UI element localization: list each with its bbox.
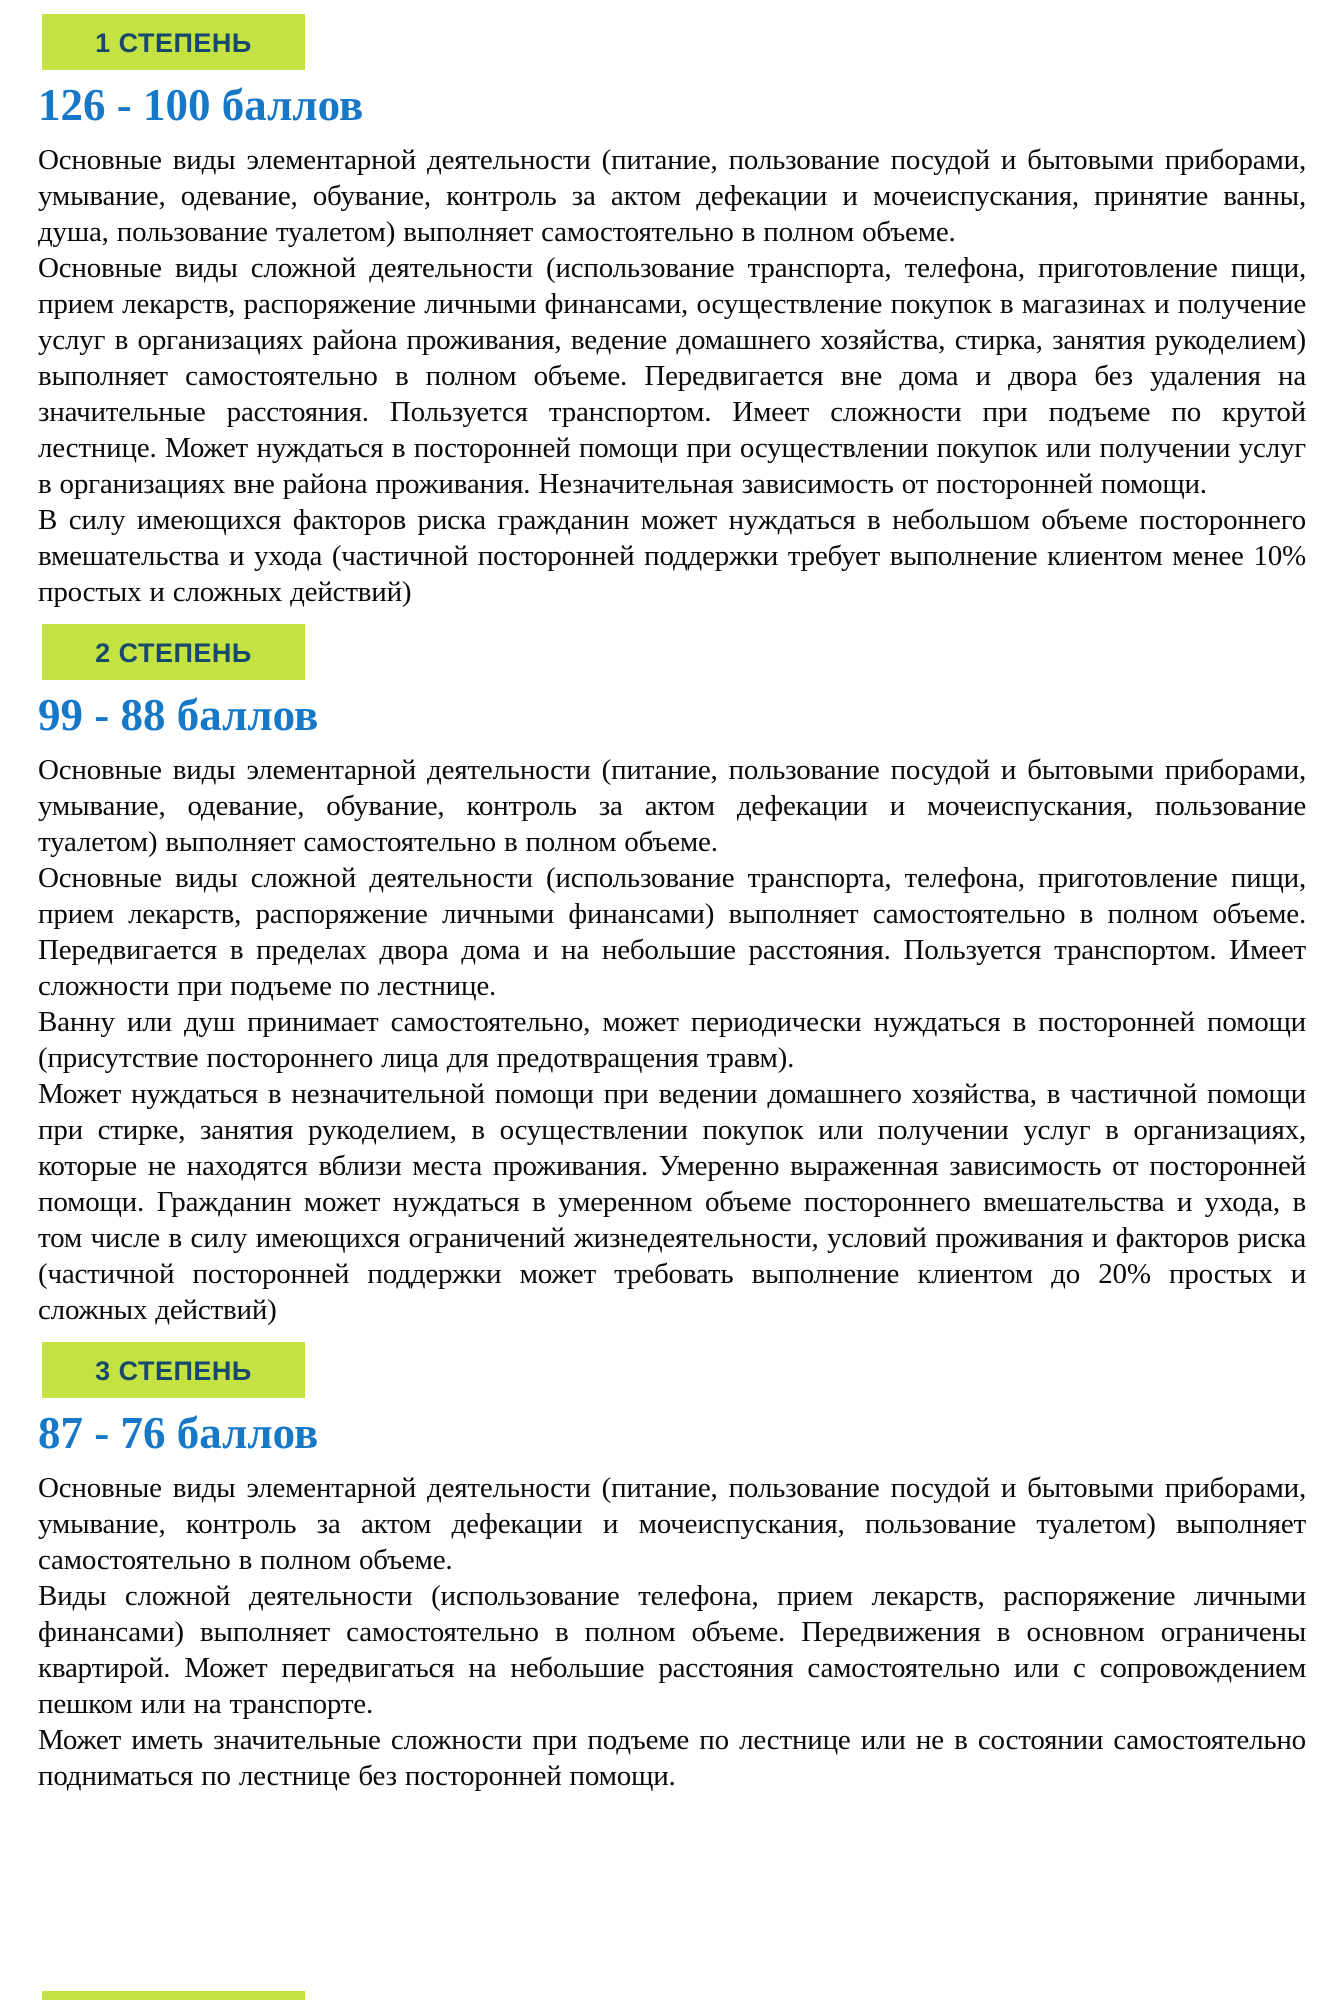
degree-4-badge-partial xyxy=(42,1991,305,2000)
paragraph: Ванну или душ принимает самостоятельно, может периодически нуждаться в посторонней помощи (присутствие постороннего лица для предотвращения травм). xyxy=(38,1006,1306,1074)
degree-3-badge xyxy=(42,1342,305,1398)
degree-2-badge xyxy=(42,624,305,680)
paragraph: Виды сложной деятельности (использование телефона, прием лекарств, распоряжение личными финансами) выполняет самостоятельно в полном объеме. Передвижения в основном ограничены квартирой. Может передвигаться на небольшие расстояния самостоятельно или с сопровождением пешком или на транспорте. xyxy=(38,1580,1306,1720)
paragraph: Основные виды элементарной деятельности (питание, пользование посудой и бытовыми приборами, умывание, контроль за актом дефекации и мочеиспускания, пользование туалетом) выполняет самостоятельно в полном объеме. xyxy=(38,1472,1306,1576)
degree-2-badge-label: 2 СТЕПЕНЬ xyxy=(95,638,252,668)
degree-section-1 xyxy=(38,14,1306,610)
degree-2-score-range-heading: 99 - 88 баллов xyxy=(38,690,319,740)
paragraph: Основные виды сложной деятельности (использование транспорта, телефона, приготовление пищи, прием лекарств, распоряжение личными финансами, осуществление покупок в магазинах и получение услуг в организациях района проживания, ведение домашнего хозяйства, стирка, занятия рукоделием) выполняет самостоятельно в полном объеме. Передвигается вне дома и двора без удаления на значительные расстояния. Пользуется транспортом. Имеет сложности при подъеме по крутой лестнице. Может нуждаться в посторонней помощи при осуществлении покупок или получении услуг в организациях вне района проживания. Незначительная зависимость от посторонней помощи. xyxy=(38,252,1306,500)
degree-1-score-range-heading: 126 - 100 баллов xyxy=(38,80,364,130)
paragraph: Основные виды сложной деятельности (использование транспорта, телефона, приготовление пищи, прием лекарств, распоряжение личными финансами) выполняет самостоятельно в полном объеме. Передвигается в пределах двора дома и на небольшие расстояния. Пользуется транспортом. Имеет сложности при подъеме по лестнице. xyxy=(38,862,1306,1002)
paragraph: В силу имеющихся факторов риска гражданин может нуждаться в небольшом объеме постороннего вмешательства и ухода (частичной посторонней поддержки требует выполнение клиентом менее 10% простых и сложных действий) xyxy=(38,504,1306,608)
paragraph: Может иметь значительные сложности при подъеме по лестнице или не в состоянии самостоятельно подниматься по лестнице без посторонней помощи. xyxy=(38,1724,1306,1792)
degree-3-score-range-heading: 87 - 76 баллов xyxy=(38,1408,319,1458)
paragraph: Может нуждаться в незначительной помощи при ведении домашнего хозяйства, в частичной помощи при стирке, занятия рукоделием, в осуществлении покупок или получении услуг в организациях, которые не находятся вблизи места проживания. Умеренно выраженная зависимость от посторонней помощи. Гражданин может нуждаться в умеренном объеме постороннего вмешательства и ухода, в том числе в силу имеющихся ограничений жизнедеятельности, условий проживания и факторов риска (частичной посторонней поддержки может требовать выполнение клиентом до 20% простых и сложных действий) xyxy=(38,1078,1306,1326)
degree-3-badge-label: 3 СТЕПЕНЬ xyxy=(95,1356,252,1386)
degree-section-3 xyxy=(38,1342,1306,1794)
paragraph: Основные виды элементарной деятельности (питание, пользование посудой и бытовыми приборами, умывание, одевание, обувание, контроль за актом дефекации и мочеиспускания, пользование туалетом) выполняет самостоятельно в полном объеме. xyxy=(38,754,1306,858)
degree-section-2 xyxy=(38,624,1306,1328)
degree-1-badge xyxy=(42,14,305,70)
degree-1-badge-label: 1 СТЕПЕНЬ xyxy=(95,28,252,58)
paragraph: Основные виды элементарной деятельности (питание, пользование посудой и бытовыми приборами, умывание, одевание, обувание, контроль за актом дефекации и мочеиспускания, принятие ванны, душа, пользование туалетом) выполняет самостоятельно в полном объеме. xyxy=(38,144,1306,248)
